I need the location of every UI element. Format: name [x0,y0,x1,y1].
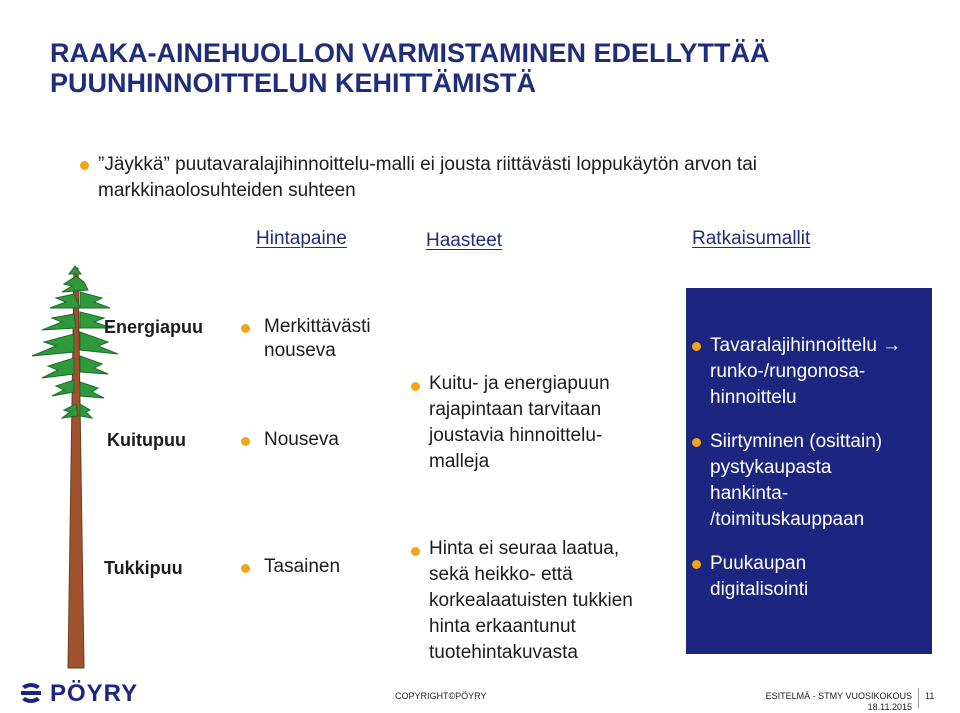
row-label-energiapuu: Energiapuu [104,317,204,337]
price-energiapuu-line1: Merkittävästi [264,316,371,337]
challenge-2-line4: hinta erkaantunut [429,616,576,637]
challenge-1-line2: rajapintaan tarvitaan [429,399,602,420]
poyry-logo [14,680,154,706]
footer-event-info [748,691,912,713]
row-label-tukkipuu: Tukkipuu [104,558,183,578]
challenge-2-line2: sekä heikko- että [429,564,573,585]
solution-bullet-2 [692,438,701,447]
slide-title-line2: PUUNHINNOITTELUN KEHITTÄMISTÄ [50,68,536,98]
footer-divider [918,688,919,708]
solution-2 [710,429,930,533]
intro-line1: ”Jäykkä” puutavaralajihinnoittelu-malli ei jousta riittävästi loppukäytön arvon tai [98,154,757,175]
challenge-1-line3: joustavia hinnoittelu- [429,425,603,446]
solutions-panel [686,288,932,654]
challenge-2-line1: Hinta ei seuraa laatua, [429,538,620,559]
challenge-bullet-1 [411,382,420,391]
price-bullet-energiapuu [241,324,250,333]
solution-3 [710,551,930,603]
column-header-challenges: Haasteet [426,230,503,251]
price-tukkipuu: Tasainen [264,556,341,577]
challenge-2-line3: korkealaatuisten tukkien [429,590,633,611]
solution-1-line3: hinnoittelu [710,387,797,408]
footer-copyright: COPYRIGHT©PÖYRY [395,691,487,701]
challenge-1-line1: Kuitu- ja energiapuun [429,373,610,394]
price-bullet-kuitupuu [241,437,250,446]
intro-bullet [80,161,89,170]
column-header-price: Hintapaine [256,228,347,249]
challenge-1-line4: malleja [429,451,490,472]
intro-line2: markkinaolosuhteiden suhteen [98,180,356,201]
price-kuitupuu: Nouseva [264,429,339,450]
solution-2-line3: hankinta- [710,483,789,504]
poyry-logo-icon [18,682,44,704]
solution-2-line4: /toimituskauppaan [710,509,865,530]
slide-title-line1: RAAKA-AINEHUOLLON VARMISTAMINEN EDELLYTTÄÄ [50,38,770,68]
poyry-logo-text: PÖYRY [50,680,139,707]
solution-2-line1: Siirtyminen (osittain) [710,431,883,452]
price-energiapuu-line2: nouseva [264,340,336,361]
row-label-kuitupuu: Kuitupuu [107,430,186,450]
solution-2-line2: pystykaupasta [710,457,832,478]
challenge-1 [429,371,679,475]
challenge-2-line5: tuotehintakuvasta [429,642,578,663]
footer-event: ESITELMÄ - STMY VUOSIKOKOUS [765,691,912,701]
price-energiapuu [264,315,371,363]
solution-1 [710,333,930,411]
column-header-solutions: Ratkaisumallit [692,228,811,249]
solution-3-line1: Puukaupan [710,553,807,574]
price-bullet-tukkipuu [241,564,250,573]
solution-1-line1: Tavaralajihinnoittelu → [710,335,902,356]
solution-3-line2: digitalisointi [710,579,809,600]
footer-date: 18.11.2015 [867,702,912,712]
solution-bullet-3 [692,560,701,569]
solution-bullet-1 [692,342,701,351]
solution-1-line2: runko-/rungonosa- [710,361,866,382]
challenge-bullet-2 [411,547,420,556]
slide-title [50,38,910,98]
challenge-2 [429,536,679,666]
page-number: 11 [925,691,935,701]
intro-text [98,152,898,204]
